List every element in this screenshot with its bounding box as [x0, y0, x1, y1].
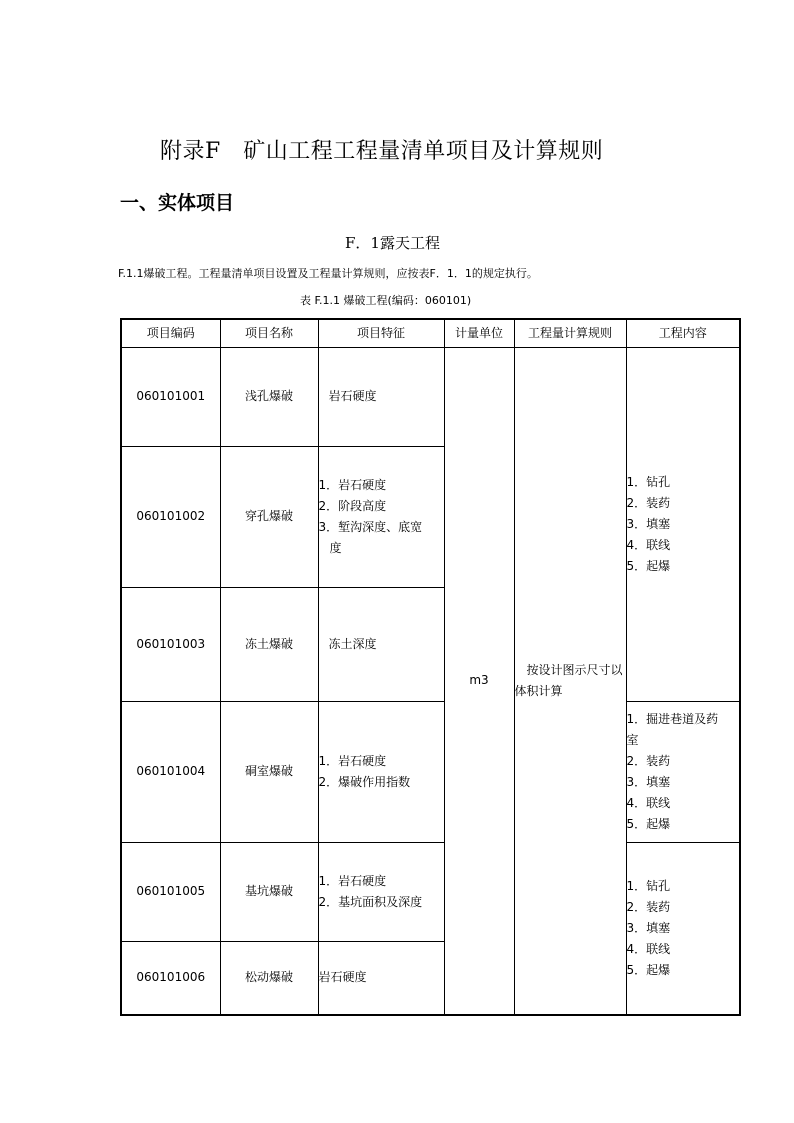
rule-cell: [514, 347, 626, 1015]
item-name: 基坑爆破: [220, 842, 318, 941]
work-item: 2．装药: [626, 495, 671, 510]
item-features: 岩石硬度: [318, 347, 444, 446]
item-name: 浅孔爆破: [220, 347, 318, 446]
work-item: 5．起爆: [626, 558, 671, 573]
item-features: [318, 446, 444, 587]
work-content-group-3: [626, 842, 740, 1015]
header-unit: 计量单位: [444, 319, 514, 347]
header-work: 工程内容: [626, 319, 740, 347]
work-item: 3．填塞: [626, 516, 671, 531]
table-header-row: [121, 319, 740, 347]
work-item: 1．钻孔: [626, 878, 671, 893]
feature-line: 2．基坑面积及深度: [318, 894, 423, 909]
work-item: 2．装药: [626, 753, 671, 768]
item-code: 060101002: [121, 446, 220, 587]
work-item: 4．联线: [626, 537, 671, 552]
work-item: 4．联线: [626, 795, 671, 810]
work-item: 1．钻孔: [626, 474, 671, 489]
item-name: 冻土爆破: [220, 587, 318, 701]
rule-line: 按设计图示尺寸以: [526, 662, 623, 677]
table-row: [121, 701, 740, 842]
unit-cell: m3: [444, 347, 514, 1015]
blasting-table: [120, 318, 741, 1016]
item-name: 松动爆破: [220, 941, 318, 1015]
work-item: 2．装药: [626, 899, 671, 914]
feature-line: 1．岩石硬度: [318, 477, 387, 492]
item-code: 060101003: [121, 587, 220, 701]
item-code: 060101006: [121, 941, 220, 1015]
feature-line: 3．堑沟深度、底宽: [318, 519, 423, 534]
feature-line: 2．爆破作用指数: [318, 774, 411, 789]
feature-line: 1．岩石硬度: [318, 873, 387, 888]
table-row: [121, 842, 740, 941]
header-features: 项目特征: [318, 319, 444, 347]
page-title: 附录F 矿山工程工程量清单项目及计算规则: [160, 139, 604, 164]
header-name: 项目名称: [220, 319, 318, 347]
feature-line: 2．阶段高度: [318, 498, 387, 513]
work-item: 室: [626, 732, 639, 747]
table-row: [121, 347, 740, 446]
item-code: 060101001: [121, 347, 220, 446]
work-item: 3．填塞: [626, 920, 671, 935]
header-rule: 工程量计算规则: [514, 319, 626, 347]
work-item: 5．起爆: [626, 962, 671, 977]
item-code: 060101005: [121, 842, 220, 941]
section-title: 一、实体项目: [120, 192, 235, 214]
item-code: 060101004: [121, 701, 220, 842]
work-item: 1．掘进巷道及药: [626, 711, 719, 726]
work-item: 5．起爆: [626, 816, 671, 831]
item-name: 硐室爆破: [220, 701, 318, 842]
table-caption: 表 F.1.1 爆破工程(编码：060101): [300, 294, 472, 307]
feature-line: 1．岩石硬度: [318, 753, 387, 768]
item-features: 岩石硬度: [318, 941, 444, 1015]
item-features: [318, 701, 444, 842]
intro-paragraph: F.1.1爆破工程。工程量清单项目设置及工程量计算规则，应按表F．1．1的规定执行。: [118, 267, 538, 280]
work-item: 4．联线: [626, 941, 671, 956]
rule-line: 体积计算: [514, 683, 563, 698]
header-code: 项目编码: [121, 319, 220, 347]
work-item: 3．填塞: [626, 774, 671, 789]
work-content-group-1: [626, 347, 740, 701]
item-name: 穿孔爆破: [220, 446, 318, 587]
work-content-group-2: [626, 701, 740, 842]
item-features: 冻土深度: [318, 587, 444, 701]
feature-line: 度: [329, 540, 342, 555]
subsection-title: F．1露天工程: [345, 234, 440, 252]
item-features: [318, 842, 444, 941]
